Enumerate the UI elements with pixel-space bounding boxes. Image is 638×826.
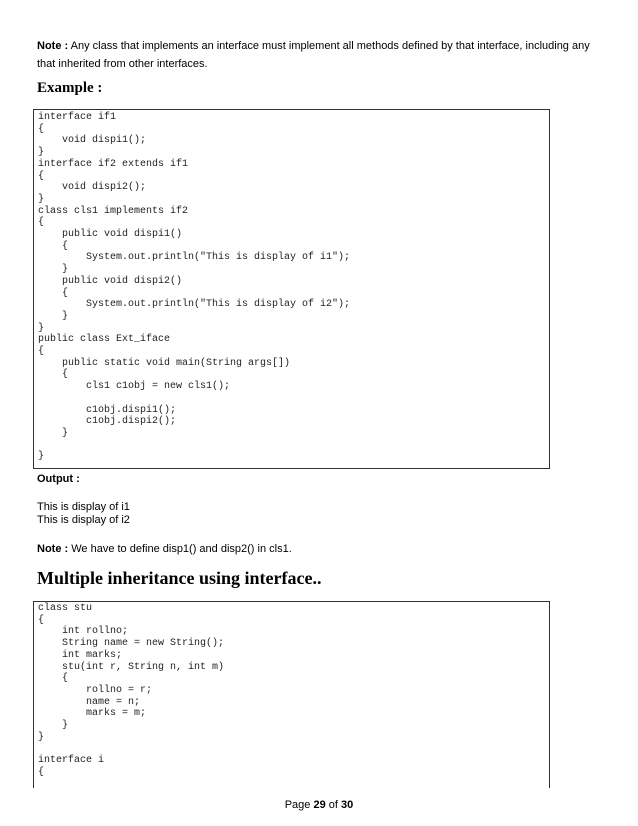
code-block-example [33,109,550,469]
code-text-multiple-inheritance: class stu { int rollno; String name = new String(); int marks; stu(int r, String n, int m) { rollno = r; name = n; marks = m; } } interface i { [38,603,225,778]
output-line-1: This is display of i1 [37,501,130,513]
note-text: Any class that implements an interface must implement all methods defined by that interface, including any that inherited from other interfaces. [37,40,590,70]
note2-text: We have to define disp1() and disp2() in cls1. [68,543,292,555]
footer-total-pages: 30 [341,799,354,811]
page-footer [0,798,638,812]
output-line-2: This is display of i2 [37,514,130,526]
note-paragraph [37,37,607,73]
footer-page-number: 29 [313,799,326,811]
multiple-inheritance-heading: Multiple inheritance using interface.. [37,568,322,588]
code-text-example: interface if1 { void dispi1(); } interface if2 extends if1 { void dispi2(); } class cls1 implements if2 { public void dispi1() { System.out.println("This is display of i1"); } public void dispi2() { System.out.println("This is display of i2"); } } public class Ext_iface { public static void main(String args[]) { cls1 c1obj = new cls1(); c1obj.dispi1(); c1obj.dispi2(); } } [38,112,351,463]
note-label: Note : [37,40,69,52]
example-heading: Example : [37,80,103,96]
output-label: Output : [37,473,80,485]
note2-label: Note : [37,543,69,555]
note2-paragraph [37,542,292,556]
code-block-multiple-inheritance [33,601,550,788]
footer-prefix: Page [284,799,314,811]
footer-of: of [325,799,342,811]
